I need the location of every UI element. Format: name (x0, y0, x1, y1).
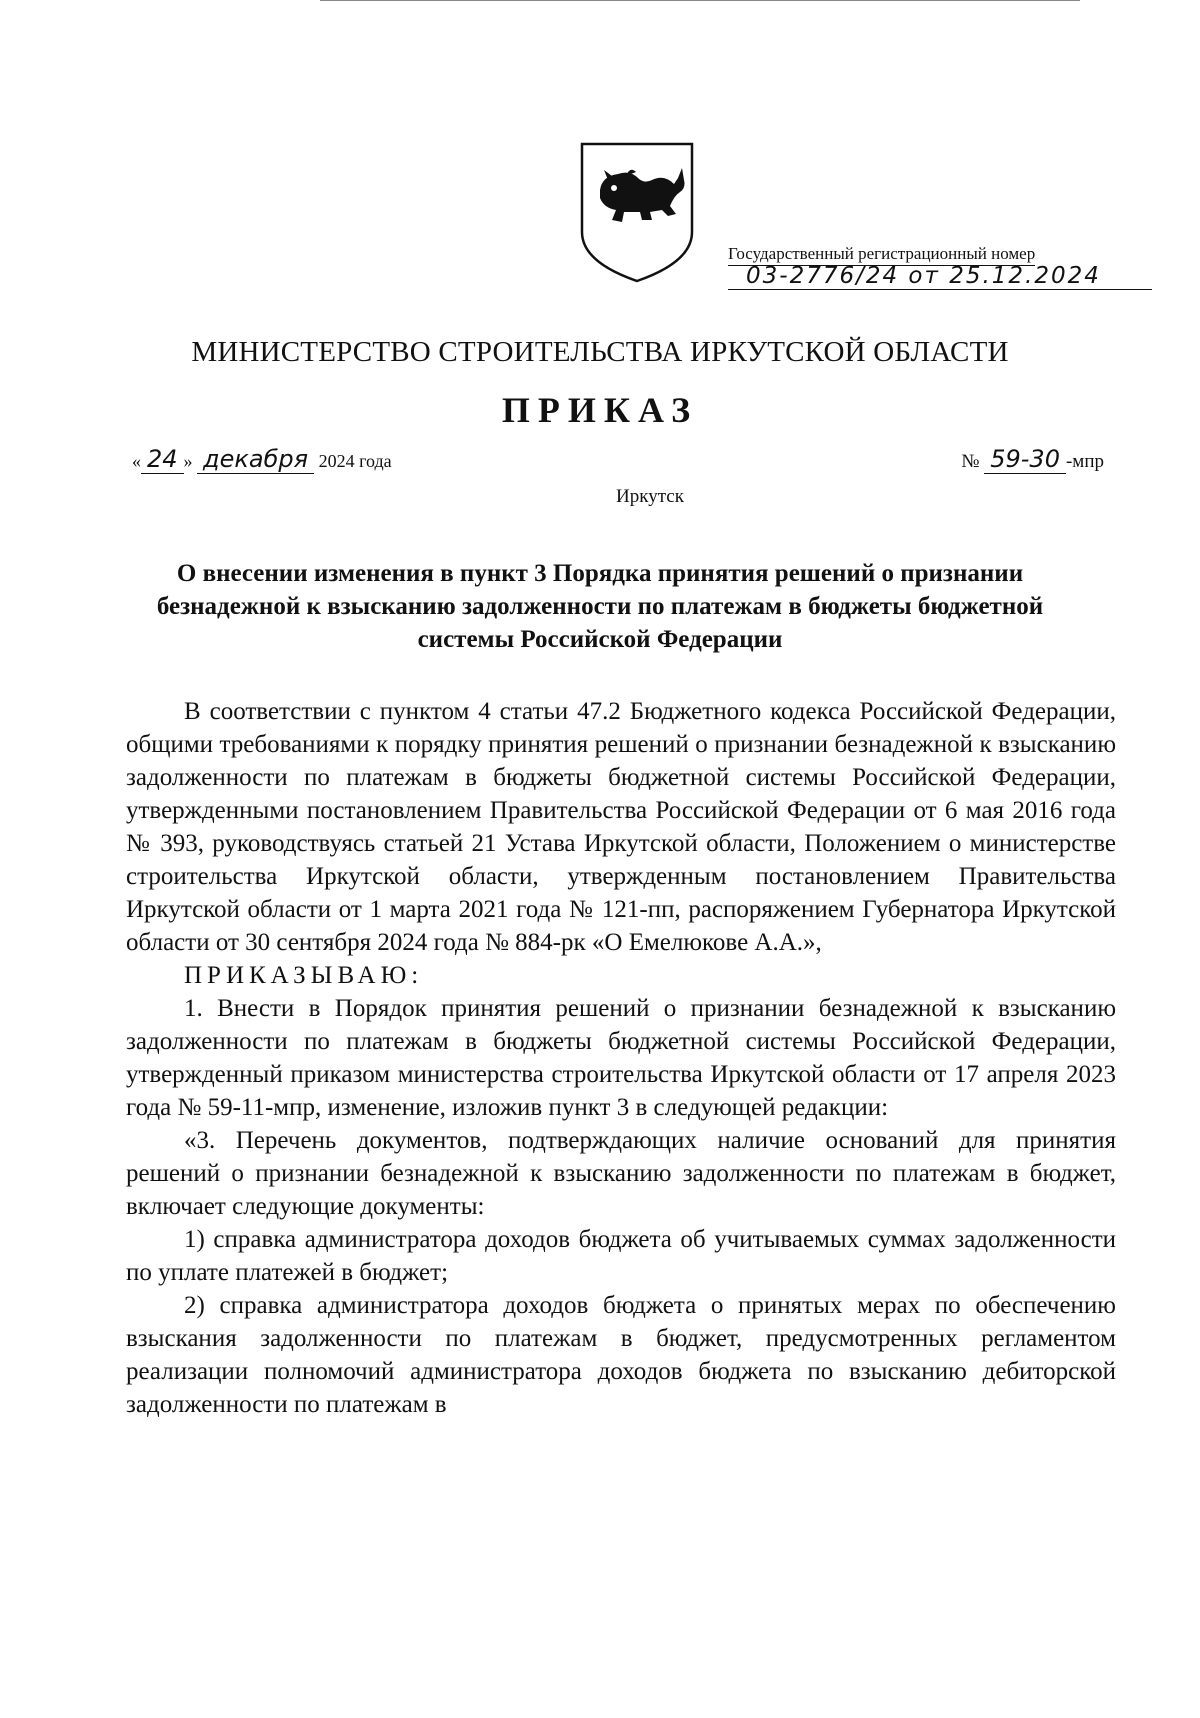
order-word: ПРИКАЗЫВАЮ: (184, 962, 424, 989)
date-open-quote: « (132, 451, 141, 471)
order-date (132, 445, 392, 473)
date-year: 2024 года (318, 451, 392, 471)
irkutsk-coat-of-arms-icon (578, 140, 696, 285)
date-month: декабря (197, 445, 314, 474)
registration-label: Государственный регистрационный номер (728, 244, 1035, 266)
registration-block (728, 244, 1148, 290)
city-name: Иркутск (616, 486, 684, 507)
number-suffix: -мпр (1065, 451, 1104, 472)
document-type: ПРИКАЗ (501, 390, 699, 430)
registration-number: 03-2776/24 от 25.12.2024 (728, 263, 1152, 290)
list-item-2: 2) справка администратора доходов бюджета о принятых мерах по обеспечению взыскания задолженности по платежам в бюджет, предусмотренных регламентом реализации полномочий администратора доходов бюджета по взысканию дебиторской задолженности по платежам в (126, 1292, 1116, 1418)
order-body (126, 695, 1116, 1421)
clause-3-paragraph: «3. Перечень документов, подтверждающих наличие оснований для принятия решений о признании безнадежной к взысканию задолженности по платежам в бюджет, включает следующие документы: (126, 1127, 1116, 1220)
date-close-quote: » (183, 451, 193, 471)
scan-edge-line (320, 0, 1080, 1)
number-value: 59-30 (984, 445, 1066, 474)
order-number (961, 445, 1104, 473)
number-prefix: № (961, 451, 980, 472)
ministry-name: МИНИСТЕРСТВО СТРОИТЕЛЬСТВА ИРКУТСКОЙ ОБЛАСТИ (191, 336, 1009, 368)
date-day: 24 (141, 445, 184, 474)
order-title: О внесении изменения в пункт 3 Порядка принятия решений о признании безнадежной к взысканию задолженности по платежам в бюджеты бюджетной системы Российской Федерации (156, 560, 1044, 653)
list-item-1: 1) справка администратора доходов бюджета об учитываемых суммах задолженности по уплате платежей в бюджет; (126, 1226, 1116, 1286)
preamble-paragraph: В соответствии с пунктом 4 статьи 47.2 Бюджетного кодекса Российской Федерации, общими требованиями к порядку принятия решений о признании безнадежной к взысканию задолженности по платежам в бюджеты бюджетной системы Российской Федерации, утвержденными постановлением Правительства Российской Федерации от 6 мая 2016 года № 393, руководствуясь статьей 21 Устава Иркутской области, Положением о министерстве строительства Иркутской области, утвержденным постановлением Правительства Иркутской области от 1 марта 2021 года № 121-пп, распоряжением Губернатора Иркутской области от 30 сентября 2024 года № 884-рк «О Емелюкове А.А.», (126, 698, 1116, 956)
clause-1-paragraph: 1. Внести в Порядок принятия решений о признании безнадежной к взысканию задолженности по платежам в бюджеты бюджетной системы Российской Федерации, утвержденный приказом министерства строительства Иркутской области от 17 апреля 2023 года № 59-11-мпр, изменение, изложив пункт 3 в следующей редакции: (126, 995, 1116, 1121)
